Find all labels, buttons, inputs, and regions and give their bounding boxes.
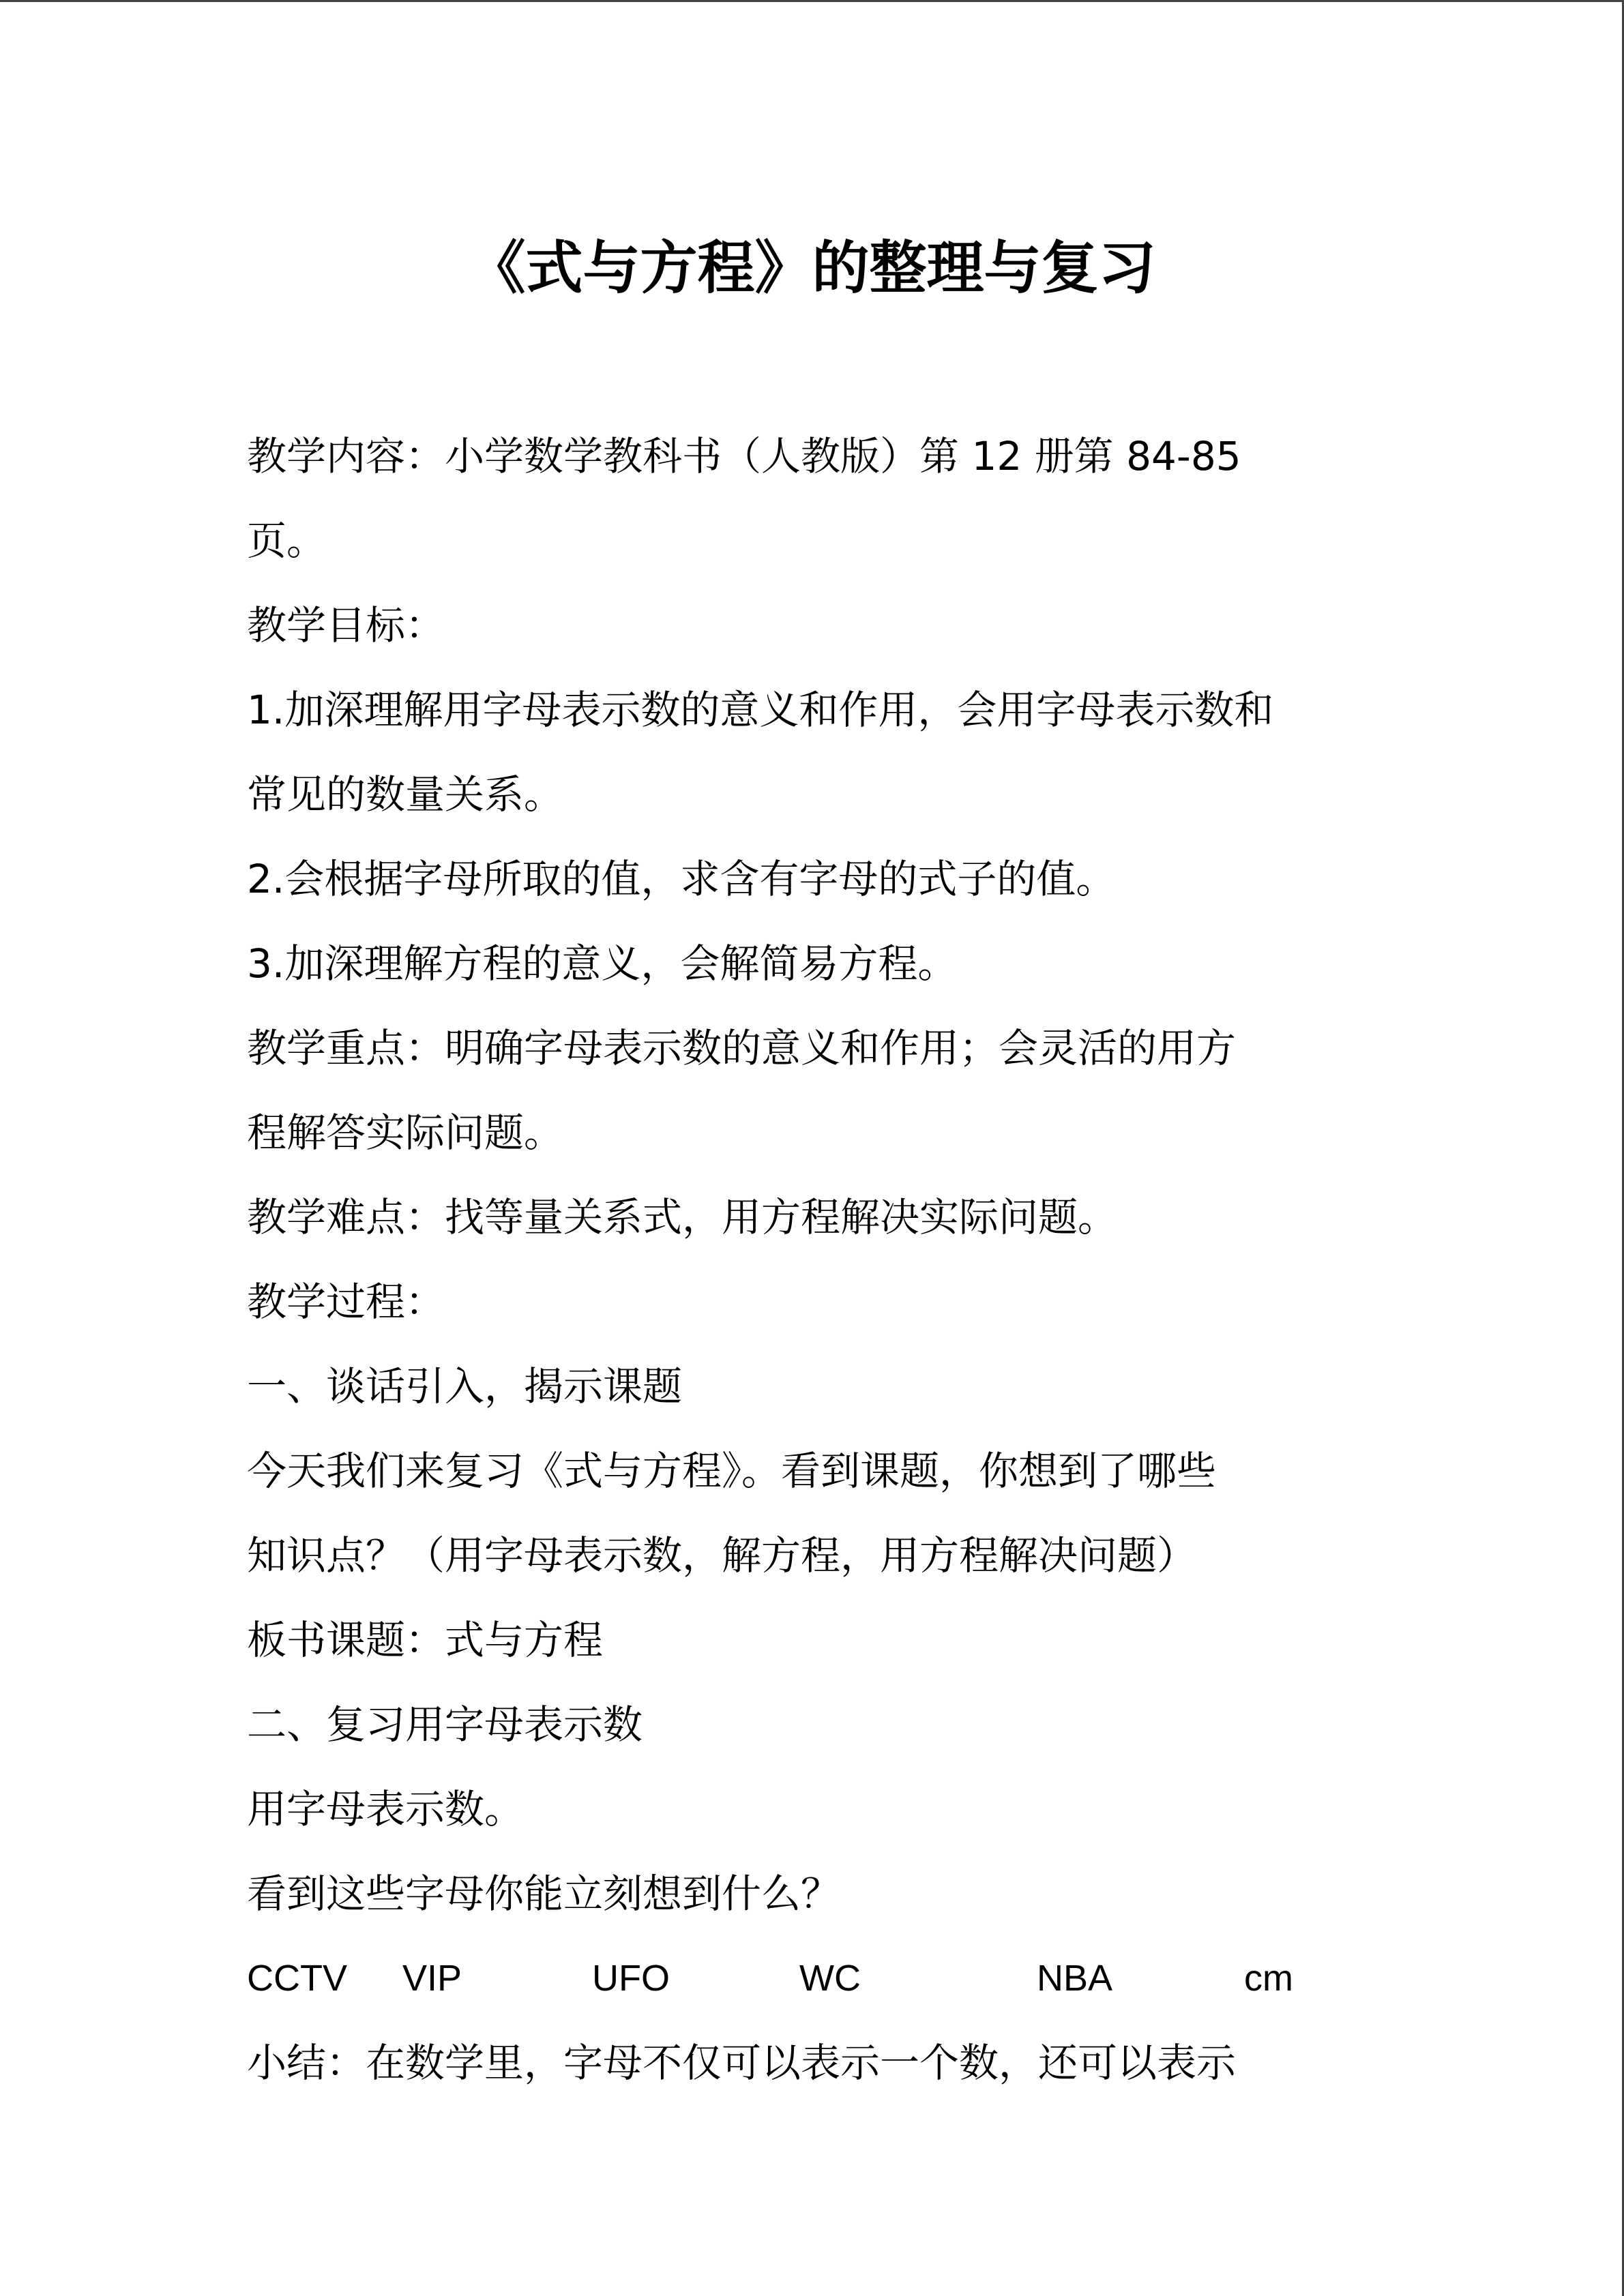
body-line: 页。 [247, 518, 327, 564]
document-body [247, 414, 1379, 2105]
abbreviation-item: VIP [402, 1958, 462, 1999]
body-line: 教学内容：小学数学教科书（人教版）第 12 册第 84-85 [247, 433, 1241, 479]
abbreviation-item: UFO [592, 1958, 670, 1999]
body-line: 程解答实际问题。 [247, 1109, 564, 1156]
body-line: 板书课题：式与方程 [247, 1617, 604, 1663]
document-title: 《式与方程》的整理与复习 [468, 235, 1156, 301]
abbreviation-item: CCTV [247, 1958, 347, 1999]
abbreviation-item: cm [1244, 1958, 1293, 1999]
body-line: 教学重点：明确字母表示数的意义和作用；会灵活的用方 [247, 1025, 1237, 1071]
abbreviation-row [247, 1936, 1379, 2021]
body-line: 知识点？（用字母表示数，解方程，用方程解决问题） [247, 1532, 1197, 1579]
abbreviation-item: NBA [1037, 1958, 1113, 1999]
body-line: 用字母表示数。 [247, 1786, 525, 1832]
body-line: 教学过程： [247, 1279, 445, 1325]
body-line: 教学难点：找等量关系式，用方程解决实际问题。 [247, 1194, 1118, 1240]
abbreviation-item: WC [799, 1958, 861, 1999]
body-line: 教学目标： [247, 602, 445, 648]
body-line: 3.加深理解方程的意义，会解简易方程。 [247, 940, 958, 987]
body-line: 常见的数量关系。 [247, 771, 564, 818]
section-heading: 二、复习用字母表示数 [247, 1701, 643, 1748]
body-line: 2.会根据字母所取的值，求含有字母的式子的值。 [247, 856, 1116, 902]
body-line: 今天我们来复习《式与方程》。看到课题，你想到了哪些 [247, 1448, 1217, 1494]
section-heading: 一、谈话引入，揭示课题 [247, 1363, 683, 1410]
body-line: 看到这些字母你能立刻想到什么？ [247, 1870, 841, 1917]
body-line: 小结：在数学里，字母不仅可以表示一个数，还可以表示 [247, 2040, 1237, 2086]
body-line: 1.加深理解用字母表示数的意义和作用，会用字母表示数和 [247, 687, 1274, 733]
